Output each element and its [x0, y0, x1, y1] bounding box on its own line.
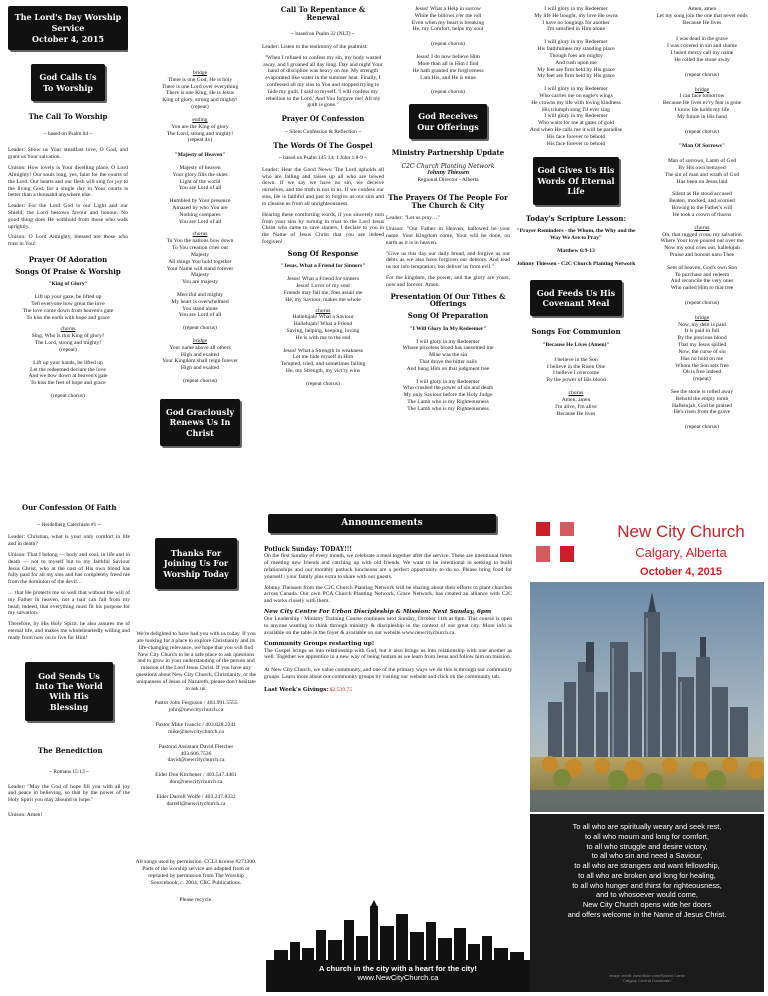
repeat-chorus: (repeat chorus) [685, 424, 719, 431]
song-verse: Humbled by Your presence Amazed by who You are Nothing compares You are Lord of all [169, 198, 231, 225]
prayers-p2: "Give us this day our daily bread, and forgive us our debts as we also have forgiven our debtors. And lead us not into temptation, but deliver us from evil." [386, 250, 510, 271]
song-jesus-friend-title: "Jesus, What a Friend for Sinners" [280, 263, 366, 270]
song-chorus: Hallelujah! What a Saviour Hallelujah! What a Friend Saving, helping, keeping, loving He is with me to the end [286, 314, 360, 341]
words-gospel-ref: ~ based on Psalm 145:14; 1 John 1:8-9 ~ [278, 155, 368, 162]
ending-text: You are the King of glory The Lord, strong and mighty! (repeat 4x) [166, 123, 234, 144]
prayers-people-title: The Prayers Of The People For The Church & City [388, 193, 508, 210]
bridge-label: bridge [192, 338, 208, 344]
gods-calls-banner: God Calls Us To Worship [31, 64, 105, 101]
chorus-label: chorus [694, 224, 710, 231]
repeat-chorus: (repeat chorus) [685, 128, 719, 135]
service-title: The Lord's Day Worship Service [14, 12, 122, 33]
confession-p2: … that He protects me so well that without the will of my Father in heaven, not a hair can fall from my head; indeed, that everything must fit his purpose for my salvation. [8, 589, 130, 617]
song-verse: I will glory in my Redeemer Who carries me on eagle's wings He crowns my life with loving kindness His triumph song I'll ever sing I will glory in my Redeemer Who waits for me at gates of gold And when He calls me it will be paradise His face forever to behold His face forever to behold [529, 86, 623, 147]
confession-faith-section [8, 504, 130, 992]
song-chorus: Sing, Who is this King of glory? The Lord, strong and mighty! (repeat) [31, 333, 105, 353]
song-verse: Jesus! What a Help in sorrow While the billows o'er me roll Even when my heart is breaking He, my Comfort, helps my soul [411, 6, 485, 33]
song-verse: I will glory in my Redeemer Whose priceless blood has ransomed me Mine was the sin That drove the bitter nails And hung Him on that judgment tree [402, 338, 494, 372]
column-4 [386, 6, 510, 496]
benediction-unison: Unison: Amen! [8, 811, 43, 818]
confession-sub: ~ Silent Confession & Reflection ~ [284, 128, 362, 135]
repentance-title: Call To Repentance & Renewal [280, 6, 366, 22]
confession-title: Prayer Of Confession [281, 114, 365, 124]
bridge-label: bridge [694, 314, 710, 321]
song-chorus: Oh, that rugged cross, my salvation Where Your love poured out over me Now my soul cries out, hallelujah Praise and honour unto Thee [660, 231, 744, 258]
johnny-text: Johnny Theissen from the C2C Church Planting Network will be sharing about their efforts to plant churches across Canada. Our own PCA Church Planting Network, Grace Network, has created an alliance with C2C and works closely with them. [264, 584, 512, 605]
song-verse: Jesus! I do now believe Him More than all in Him I find He hath granted me forgiveness I am His, and He is mine [412, 54, 484, 81]
column-6 [640, 6, 764, 496]
tithes-title: Presentation Of Our Tithes & Offerings [390, 291, 506, 309]
scripture-title: Today's Scripture Lesson: [525, 213, 627, 223]
ministry-title: Ministry Partnership Update [391, 147, 505, 157]
service-title-banner [8, 6, 128, 50]
repeat-chorus: (repeat chorus) [183, 325, 217, 332]
song-chorus: Amen, amen I'm alive, I'm alive Because He lives [555, 396, 597, 417]
center-text: Our Leadership / Ministry Training Course continues next Sunday, October 11th at 6pm. This course is open to anyone wanting to think through ministry & discipleship in the context of our great city. More info is available on the table in the foyer & available on our website www.newcitychurch.ca. [264, 616, 512, 636]
groups-title: Community Groups restarting up! [264, 640, 375, 647]
song-verse: I was dead in the grave I was covered in sin and shame I heard mercy call my name He rolled the stone away [667, 36, 737, 63]
call-ref: ~ based on Psalm 84 ~ [43, 130, 93, 137]
ministry-sub: C2C Church Planting Network [401, 162, 495, 170]
prayers-p3: For the kingdom, the power, and the glory are yours, now and forever. Amen. [386, 275, 510, 288]
welcome-section [134, 504, 258, 992]
confession-faith-ref: ~ Heidelberg Catechism #1 ~ [37, 521, 101, 528]
song-verse: I will glory in my Redeemer My life He bought, my love He owns I have no longings for another I'm satisfied in Him alone [534, 6, 618, 33]
church-city: Calgary, Alberta [635, 545, 727, 560]
songs-praise-title: Songs Of Praise & Worship [15, 266, 121, 276]
song-verse: Sent of heaven, God's own Son To purchase and redeem And reconcile the very ones Who nailed Him to that tree [667, 264, 737, 292]
prayer-adoration-title: Prayer Of Adoration [28, 255, 108, 265]
contact-pastor-mike: Pastor Mike Ivancic / 403.828.2241 mike@newcitychurch.ca [155, 722, 237, 735]
confession-leader: Leader: Christian, what is your only comfort in life and in death? [8, 534, 130, 548]
song-verse: I believe in the Son I believe in the Risen One I believe I overcome By the power of His blood [546, 356, 606, 384]
thanks-text: We're delighted to have had you with us today. If you are looking for a place to explore Christianity and its life-changing relevance, we hope that you will find New City Church to be a safe place to ask questions and to grow in your understanding of the person and mission of the Lord Jesus Christ. If you have any questions about New City Church, Christianity, or the uniqueness of Jesus of Nazareth, please don't hesitate to ask us. [135, 631, 257, 692]
church-logo-icon [530, 518, 580, 568]
invite-box [530, 814, 764, 992]
song-verse: Jesus! What a Friend for sinners Jesus! Lover of my soul Friends may fail me, foes assail me He, my Saviour, makes me whole [283, 276, 363, 303]
community-text: At New City Church, we value community, and one of the primary ways we do this is through our community groups. Learn more about our community groups by visiting our website and click on the community tab. [264, 667, 512, 680]
potluck-text: On the first Sunday of every month, we celebrate a meal together after the service. These are intentional times of meeting new friends and catching up with old friends. We want to be intentional in seeking to build relationships and our monthly potluck luncheons are a perfect opportunity to do so. Please bring food for yourself / your family plus extra to share with our guests. [264, 553, 512, 580]
givings-line [264, 687, 512, 694]
chorus-label: chorus [60, 326, 76, 333]
chorus-label: chorus [315, 307, 331, 314]
thanks-banner: Thanks For Joining Us For Worship Today [155, 538, 237, 589]
givings-value: $2,539.75 [329, 686, 353, 693]
song-king-of-glory-title: "King of Glory" [48, 281, 88, 288]
song-verse: Lift up your hands, be lifted up Let the redeemed declare the love And we bow down at heaven's gate To kiss the feet of hope and grace [28, 359, 108, 387]
song-verse: See the stone is rolled away Behold the empty tomb Hallelujah, God be praised He's risen from the grave [670, 388, 734, 416]
call-unison: Unison: How lovely is Your dwelling place, O Lord Almighty! Our souls long, yes, faint for the courts of the Lord. Our hearts and our flesh will sing for joy to the living God, for a single day in Your courts is better than a thousand anywhere else. [8, 165, 128, 199]
contact-elder-darrell: Elder Darrell Wolfe / 403.247.8332 darrell@newcitychurch.ca [156, 793, 236, 807]
column-3 [262, 6, 384, 496]
church-logo [530, 518, 580, 568]
chorus-label: chorus [192, 231, 208, 238]
response-title: Song Of Response [287, 248, 359, 258]
call-title: The Call To Worship [28, 112, 108, 122]
church-date: October 4, 2015 [640, 566, 722, 578]
preparation-title: Song Of Preparation [407, 311, 489, 321]
bridge-text: Your name above all others High and exalted Your Kingdom shall reign forever High and exalted [162, 344, 238, 372]
song-chorus-end: Amen, amen Let my song join the one that never ends Because He lives [656, 6, 748, 26]
contact-david: Pastoral Assistant David Fletcher 403.606.7536 david@newcitychurch.ca [158, 743, 234, 764]
song-verse: I will glory in my Redeemer Who crushed the power of sin and death My only Saviour before the Holy Judge The Lamb who is my Righteousness The Lamb who is my Righteousness [402, 378, 494, 412]
prayers-unison: Unison: "Our Father in Heaven, hallowed be your name. Your Kingdom come, Your will be done, on earth as it is in heaven. [386, 226, 510, 246]
tagline-text: A church in the city with a heart for the city! [319, 964, 477, 973]
call-leader-2: Leader: For the Lord God is our Light and our Shield; the Lord bestows favour and honour. No good thing does He withhold from those who walk uprightly. [8, 203, 128, 230]
tagline-url[interactable]: www.NewCityChurch.ca [357, 973, 439, 983]
song-verse: Silent as He stood accused Beaten, mocked, and scorned Bowing to the Father's will He took a crown of thorns [669, 191, 735, 218]
confession-unison: Unison: That I belong — body and soul, in life and in death — not to myself but to my faithful Saviour Jesus Christ, who at the cost of His own blood has fully paid for all my sins and has completely freed me from the dominion of the devil… [8, 551, 130, 586]
potluck-title: Potluck Sunday: TODAY!!! [264, 546, 353, 553]
contact-pastor-john: Pastor John Ferguson / 403.991.5555 john@newcitychurch.ca [154, 700, 238, 714]
city-skyline-image [530, 582, 764, 812]
song-verse: Man of sorrows, Lamb of God By His own betrayed The sin of man and wrath of God Has been on Jesus laid [664, 158, 740, 185]
column-1 [8, 6, 128, 496]
gods-sends-banner: God Sends Us Into The World With His Blessing [25, 662, 113, 722]
bridge-label: bridge [694, 86, 710, 93]
church-name: New City Church [617, 522, 745, 541]
repentance-quote: "When I refused to confess my sin, my body wasted away, and I groaned all day long. Day and night Your hand of discipline was heavy on me. My strength evaporated like water in the summer heat. Finally, I confessed all my sins to You and stopped trying to hide my guilt. I said to myself, 'I will confess my rebellion to the Lord.' And You forgave me! All my guilt is gone." [263, 54, 383, 109]
invite-text: To all who are spiritually weary and seek rest, to all who mourn and long for comfort, to all who struggle and desire victory, to all who sin and need a Saviour, to all who are strangers and want fellowship, to all who are broken and long for healing, to all who hunger and thirst for righteousness, and to whosoever would come, New City Church opens wide her doors and offers welcome in the Name of Jesus Christ. [567, 822, 727, 919]
confession-faith-title: Our Confession Of Faith [22, 504, 117, 512]
scripture-speaker: Johnny Thiessen - C2C Church Planting Network [516, 260, 636, 267]
repeat-chorus: (repeat chorus) [431, 89, 465, 96]
call-unison-2: Unison: O Lord Almighty, blessed are those who trust in You! [8, 234, 128, 248]
repentance-ref: ~ based on Psalm 32 (NLT) ~ [291, 31, 355, 38]
bridge-label: bridge [192, 70, 208, 76]
gods-feeds-banner: God Feeds Us His Covenant Meal [530, 280, 622, 317]
tagline [266, 964, 530, 983]
ccli-notice: All songs used by permission. CCLI license #273300. Parts of the worship service are adapted from or reprinted by permission from The Worship Sourcebook, c. 2004, CRC Publications. [135, 859, 257, 886]
song-verse: I will glory in my Redeemer His faithfulness my standing place Though foes are mighty And rush upon me My feet are firm held by His grace My feet are firm held by His grace [537, 39, 615, 80]
ministry-name: Johnny Thiessen [426, 169, 470, 176]
repeat-chorus: (repeat chorus) [51, 392, 85, 399]
image-credit: Image credit: www.flickr.com/Roland Carter 'Calgary Central Downtown' [608, 973, 686, 984]
service-date: October 4, 2015 [32, 33, 104, 44]
ending-label: ending [192, 116, 208, 123]
words-gospel-leader: Leader: Hear the Good News: The Lord upholds all who are falling and raises up all who are bowed down. If we say we have no sin, we deceive ourselves, and the truth is not in us. If we confess our sins, He is faithful and just to forgive us our sins and to cleanse us from all unrighteousness. [262, 166, 384, 207]
recycle-note: Please recycle. [179, 896, 213, 903]
song-man-of-sorrows-title: "Man Of Sorrows" [678, 143, 726, 150]
song-majesty-title: "Majesty of Heaven" [174, 152, 226, 159]
footer-skyline [266, 900, 530, 992]
communion-title: Songs For Communion [531, 327, 621, 337]
givings-label: Last Week's Givings: [264, 686, 329, 693]
repeat-chorus: (repeat chorus) [685, 300, 719, 306]
words-gospel-p2: Hearing these comforting words, if you sincerely turn from your sins by turning in trust to the Lord Jesus Christ who came to save sinners, I declare to you in the Name of Jesus Christ that you are indeed forgiven! [262, 211, 384, 245]
song-verse: Merciful and mighty My heart is overwhelmed You stand alone You are Lord of all [171, 291, 229, 319]
gods-receives-banner: God Receives Our Offerings [409, 104, 487, 139]
benediction-leader: Leader: "May the God of hope fill you with all joy and peace in believing, so that by the power of the Holy Spirit you may abound in hope." [8, 783, 130, 804]
repeat-chorus: (repeat chorus) [431, 41, 465, 48]
skyline-icon [530, 582, 764, 812]
groups-text: The Gospel brings us into relationship with God, but it also brings us into relationship with one another as well. Together we apprentice in a new way of being human as we learn from Jesus and follow him on mission. [264, 647, 512, 661]
repeat-chorus: (repeat chorus) [183, 378, 217, 385]
benediction-title: The Benediction [38, 746, 103, 756]
center-title: New City Centre For Urban Discipleship & Mission: Next Sunday, 6pm [264, 609, 492, 615]
song-glory-redeemer-title: "I Will Glory In My Redeemer" [409, 325, 487, 332]
ministry-role: Regional Director - Alberta [417, 177, 479, 184]
song-verse: Jesus! What a Strength in weakness Let me hide myself in Him Tempted, tried, and sometimes failing He, my Strength, my vict'ry wins [280, 347, 366, 375]
bridge-text: There is one God, He is holy There is one Lord over everything There is one King, He is Jesus King of glory, strong and mighty! (repeat) [161, 76, 239, 111]
repeat-chorus: (repeat chorus) [306, 380, 340, 387]
scripture-sub: "Prayer Reminders - the Whom, the Why and the Way We Are to Pray" [516, 228, 636, 242]
announcements-body [264, 546, 512, 796]
gods-renews-banner: God Graciously Renews Us In Christ [160, 399, 240, 446]
song-because-he-lives-title: "Because He Lives (Amen)" [542, 342, 610, 349]
bridge-text: I can face tomorrow Because He lives ev'ry fear is gone I know He holds my life My future in His hand [662, 93, 742, 120]
song-chorus: To You the nations bow down To You creation cries out Majesty All things You hold together Your Name will stand forever Majesty You are majesty [166, 238, 234, 286]
gods-gives-banner: God Gives Us His Words Of Eternal Life [533, 157, 619, 204]
repeat-chorus: (repeat chorus) [685, 71, 719, 78]
scripture-ref: Matthew 6:9-13 [557, 247, 595, 254]
song-verse: Lift up your gaze, be lifted up Tell everyone how great the love The love come down from heaven's gate To kiss the earth with hope and grace [22, 294, 114, 321]
bridge-text: Now, my debt is paid It is paid in full By the precious blood That my Jesus spilled Now, the curse of sin Has no hold on me Whom the Son sets free Oh is free indeed (repeat) [675, 321, 729, 383]
column-2 [140, 6, 260, 496]
prayers-leader: Leader: "Let us pray…" [386, 215, 440, 222]
words-gospel-title: The Words Of The Gospel [273, 140, 373, 150]
benediction-ref: ~ Romans 15:13 ~ [49, 768, 89, 775]
announcements-banner: Announcements [268, 514, 496, 533]
repentance-leader: Leader: Listen to the testimony of the psalmist: [262, 43, 368, 50]
column-5 [514, 6, 638, 496]
song-verse: Majesty of heaven Your glory fills the skies Light of the world You are Lord of all [172, 164, 228, 192]
call-leader: Leader: Show us Your steadfast love, O God, and grant us Your salvation. [8, 147, 128, 161]
contact-elder-don: Elder Don Kitchener / 403.547.4461 don@newcitychurch.ca [155, 772, 237, 785]
confession-p3: Therefore, by His Holy Spirit, he also assures me of eternal life, and makes me wholeheartedly willing and ready from now on to live for Him! [8, 621, 130, 641]
chorus-label: chorus [568, 390, 584, 397]
